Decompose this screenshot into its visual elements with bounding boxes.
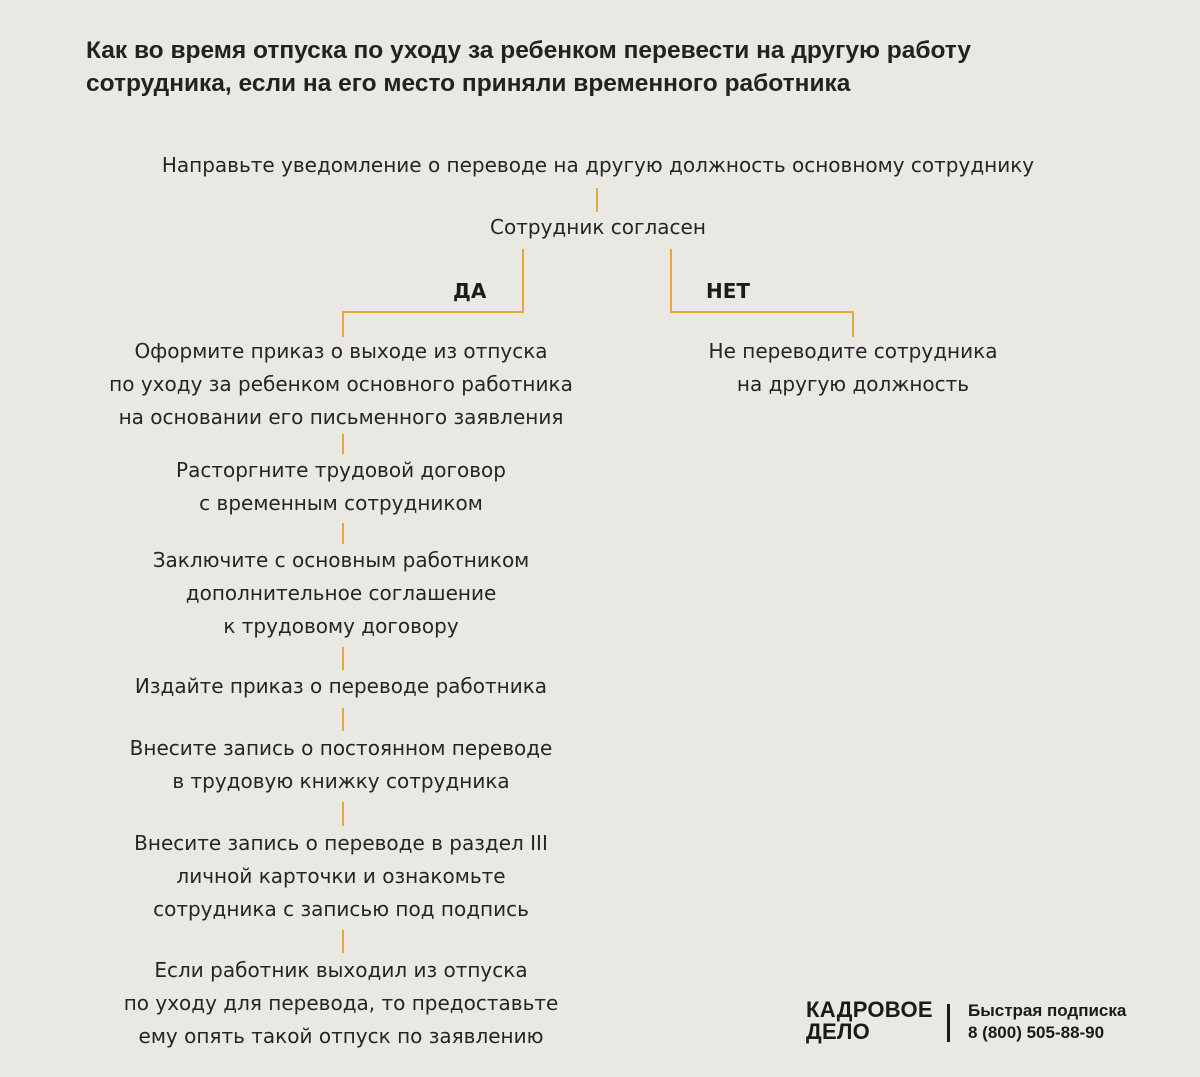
- yes-step-node: [91, 827, 591, 926]
- node-line: на основании его письменного заявления: [118, 405, 564, 429]
- subscription-contact: [968, 1000, 1126, 1044]
- yes-step-node: [91, 454, 591, 520]
- node-line: в трудовую книжку сотрудника: [172, 769, 510, 793]
- node-line: по уходу для перевода, то предоставьте: [123, 991, 559, 1015]
- connector-line: [342, 523, 344, 544]
- node-line: с временным сотрудником: [199, 491, 483, 515]
- brand-logo: [806, 999, 933, 1043]
- node-line: по уходу за ребенком основного работника: [109, 372, 573, 396]
- flow-start-text: Направьте уведомление о переводе на другую должность основному сотруднику: [161, 153, 1035, 177]
- page-title: [86, 34, 1086, 100]
- flow-decision-node: [448, 211, 748, 244]
- yes-step-node: [91, 954, 591, 1053]
- phone-number: 8 (800) 505-88-90: [968, 1023, 1105, 1042]
- node-line: Не переводите сотрудника: [708, 339, 998, 363]
- connector-line: [342, 311, 524, 313]
- connector-line: [342, 311, 344, 337]
- yes-step-node: [91, 335, 591, 434]
- flow-start-node: [148, 149, 1048, 182]
- node-line: Внесите запись о переводе в раздел III: [134, 831, 548, 855]
- no-branch-label: НЕТ: [706, 279, 751, 303]
- no-branch-node: [603, 335, 1103, 401]
- node-line: Издайте приказ о переводе работника: [134, 674, 548, 698]
- connector-line: [342, 434, 344, 454]
- flow-decision-text: Сотрудник согласен: [490, 215, 706, 239]
- subscribe-label: Быстрая подписка: [968, 1001, 1127, 1020]
- connector-line: [342, 647, 344, 670]
- brand-divider: [947, 1004, 950, 1042]
- connector-line: [596, 188, 598, 212]
- title-line: сотрудника, если на его место приняли временного работника: [86, 70, 851, 97]
- node-line: к трудовому договору: [223, 614, 459, 638]
- node-line: Заключите с основным работником: [152, 548, 530, 572]
- node-line: Оформите приказ о выходе из отпуска: [134, 339, 548, 363]
- yes-branch-label: ДА: [453, 279, 487, 303]
- node-line: Внесите запись о постоянном переводе: [129, 736, 553, 760]
- connector-line: [670, 249, 672, 313]
- yes-step-node: [91, 732, 591, 798]
- title-line: Как во время отпуска по уходу за ребенком перевести на другую работу: [86, 37, 972, 64]
- connector-line: [342, 802, 344, 826]
- yes-step-node: [91, 544, 591, 643]
- node-line: дополнительное соглашение: [185, 581, 497, 605]
- connector-line: [342, 930, 344, 953]
- node-line: Расторгните трудовой договор: [176, 458, 506, 482]
- connector-line: [670, 311, 854, 313]
- brand-line: КАДРОВОЕ: [806, 997, 933, 1022]
- node-line: ему опять такой отпуск по заявлению: [138, 1024, 544, 1048]
- node-line: сотрудника с записью под подпись: [153, 897, 529, 921]
- node-line: Если работник выходил из отпуска: [154, 958, 528, 982]
- connector-line: [522, 249, 524, 313]
- connector-line: [852, 311, 854, 337]
- yes-step-node: [91, 670, 591, 703]
- node-line: личной карточки и ознакомьте: [176, 864, 506, 888]
- node-line: на другую должность: [736, 372, 970, 396]
- brand-line: ДЕЛО: [806, 1019, 871, 1044]
- connector-line: [342, 708, 344, 731]
